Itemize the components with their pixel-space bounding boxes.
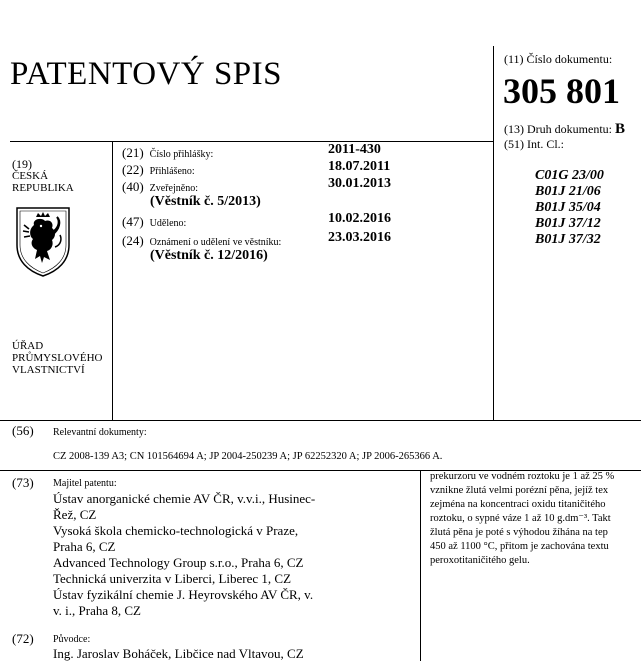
abstract-line: 450 až 1100 °C, přitom je zachována textu — [430, 541, 609, 552]
int-cl-item: B01J 35/04 — [535, 200, 601, 215]
owner-line: Ústav fyzikální chemie J. Heyrovského AV ČR, v. — [53, 587, 314, 602]
abstract-line: žlutá pěna je poté s výhodou žíhána na tep — [430, 527, 608, 538]
bib-value: 18.07.2011 — [328, 159, 391, 174]
abstract-line: zejména na koncentraci oxidu titaničitého — [430, 499, 606, 510]
bib-label: Zveřejněno: — [149, 183, 198, 194]
bib-row — [122, 213, 186, 231]
owner-line: Praha 6, CZ — [53, 539, 116, 554]
abstract-line: prekurzoru ve vodném roztoku je 1 až 25 % — [430, 471, 615, 482]
owner-code: (73) — [12, 475, 34, 490]
owner-line: v. i., Praha 8, CZ — [53, 603, 141, 618]
int-cl-label: Int. Cl.: — [527, 137, 565, 151]
bib-label: Uděleno: — [149, 218, 187, 229]
bib-code: (47) — [122, 214, 144, 229]
int-cl-item: B01J 37/32 — [535, 232, 601, 247]
office-line-3: VLASTNICTVÍ — [12, 364, 85, 376]
document-title: PATENTOVÝ SPIS — [10, 56, 282, 92]
abstract-text — [430, 470, 614, 568]
doc-kind: B — [615, 121, 626, 137]
doc-kind-code: (13) — [504, 122, 524, 136]
left-column-divider — [112, 141, 113, 421]
inventor-code: (72) — [12, 631, 34, 646]
int-cl-caption — [504, 137, 564, 152]
int-cl-item: C01G 23/00 — [535, 168, 604, 183]
country-line-2: REPUBLIKA — [12, 182, 74, 194]
doc-kind-caption — [504, 121, 625, 138]
doc-number: 305 801 — [503, 71, 620, 111]
inventor-line: Ing. Jaroslav Boháček, Libčice nad Vltavou, CZ — [53, 646, 304, 661]
doc-number-label: Číslo dokumentu: — [526, 52, 613, 66]
country-code: (19) — [12, 157, 32, 171]
country-line-1: ČESKÁ — [12, 170, 49, 182]
int-cl-list — [535, 168, 604, 248]
doc-kind-label: Druh dokumentu: — [527, 122, 612, 136]
inventor-label: Původce: — [53, 634, 91, 645]
relevant-docs-rule — [0, 420, 641, 421]
bib-value: 2011-430 — [328, 142, 381, 157]
doc-number-caption — [504, 52, 612, 67]
bib-code: (21) — [122, 145, 144, 160]
int-cl-code: (51) — [504, 137, 524, 151]
bib-value: 10.02.2016 — [328, 211, 391, 226]
owner-line: Vysoká škola chemicko-technologická v Praze, — [53, 523, 299, 538]
bib-code: (22) — [122, 162, 144, 177]
int-cl-item: B01J 21/06 — [535, 184, 601, 199]
bib-value: 30.01.2013 — [328, 176, 391, 191]
owner-line: Řež, CZ — [53, 507, 97, 522]
office-line-1: ÚŘAD — [12, 340, 44, 352]
relevant-docs-label: Relevantní dokumenty: — [53, 427, 147, 438]
country-block — [12, 158, 74, 194]
owner-label: Majitel patentu: — [53, 478, 117, 489]
int-cl-item: B01J 37/12 — [535, 216, 601, 231]
office-block — [12, 340, 102, 376]
right-column-divider — [493, 141, 494, 421]
title-rule — [10, 141, 493, 142]
bib-row — [122, 161, 195, 179]
bib-value: 23.03.2016 — [328, 230, 391, 245]
bib-bulletin: (Věstník č. 12/2016) — [150, 248, 268, 263]
bib-label: Číslo přihlášky: — [149, 149, 214, 160]
abstract-line: peroxotitaničitého gelu. — [430, 555, 530, 566]
abstract-line: vznikne žlutá velmi porézní pěna, jejíž tex — [430, 485, 609, 496]
bib-code: (24) — [122, 233, 144, 248]
owner-line: Advanced Technology Group s.r.o., Praha 6, CZ — [53, 555, 304, 570]
relevant-docs-text: CZ 2008-139 A3; CN 101564694 A; JP 2004-250239 A; JP 62252320 A; JP 2006-265366 A. — [53, 451, 443, 462]
bib-label: Přihlášeno: — [149, 166, 195, 177]
owner-line: Technická univerzita v Liberci, Liberec 1, CZ — [53, 571, 292, 586]
coat-of-arms-icon — [14, 205, 72, 279]
bib-bulletin: (Věstník č. 5/2013) — [150, 194, 261, 209]
office-line-2: PRŮMYSLOVÉHO — [12, 352, 103, 364]
abstract-divider — [420, 470, 421, 661]
bib-row — [122, 144, 213, 162]
abstract-line: roztoku, o sypné váze 1 až 10 g.dm⁻³. Takt — [430, 513, 611, 524]
owner-list — [53, 491, 315, 619]
owner-line: Ústav anorganické chemie AV ČR, v.v.i., Husinec- — [53, 491, 316, 506]
relevant-docs-code: (56) — [12, 423, 34, 438]
bib-label: Oznámení o udělení ve věstníku: — [149, 237, 282, 248]
bib-code: (40) — [122, 179, 144, 194]
doc-number-code: (11) — [504, 52, 524, 66]
header-divider — [493, 46, 494, 142]
